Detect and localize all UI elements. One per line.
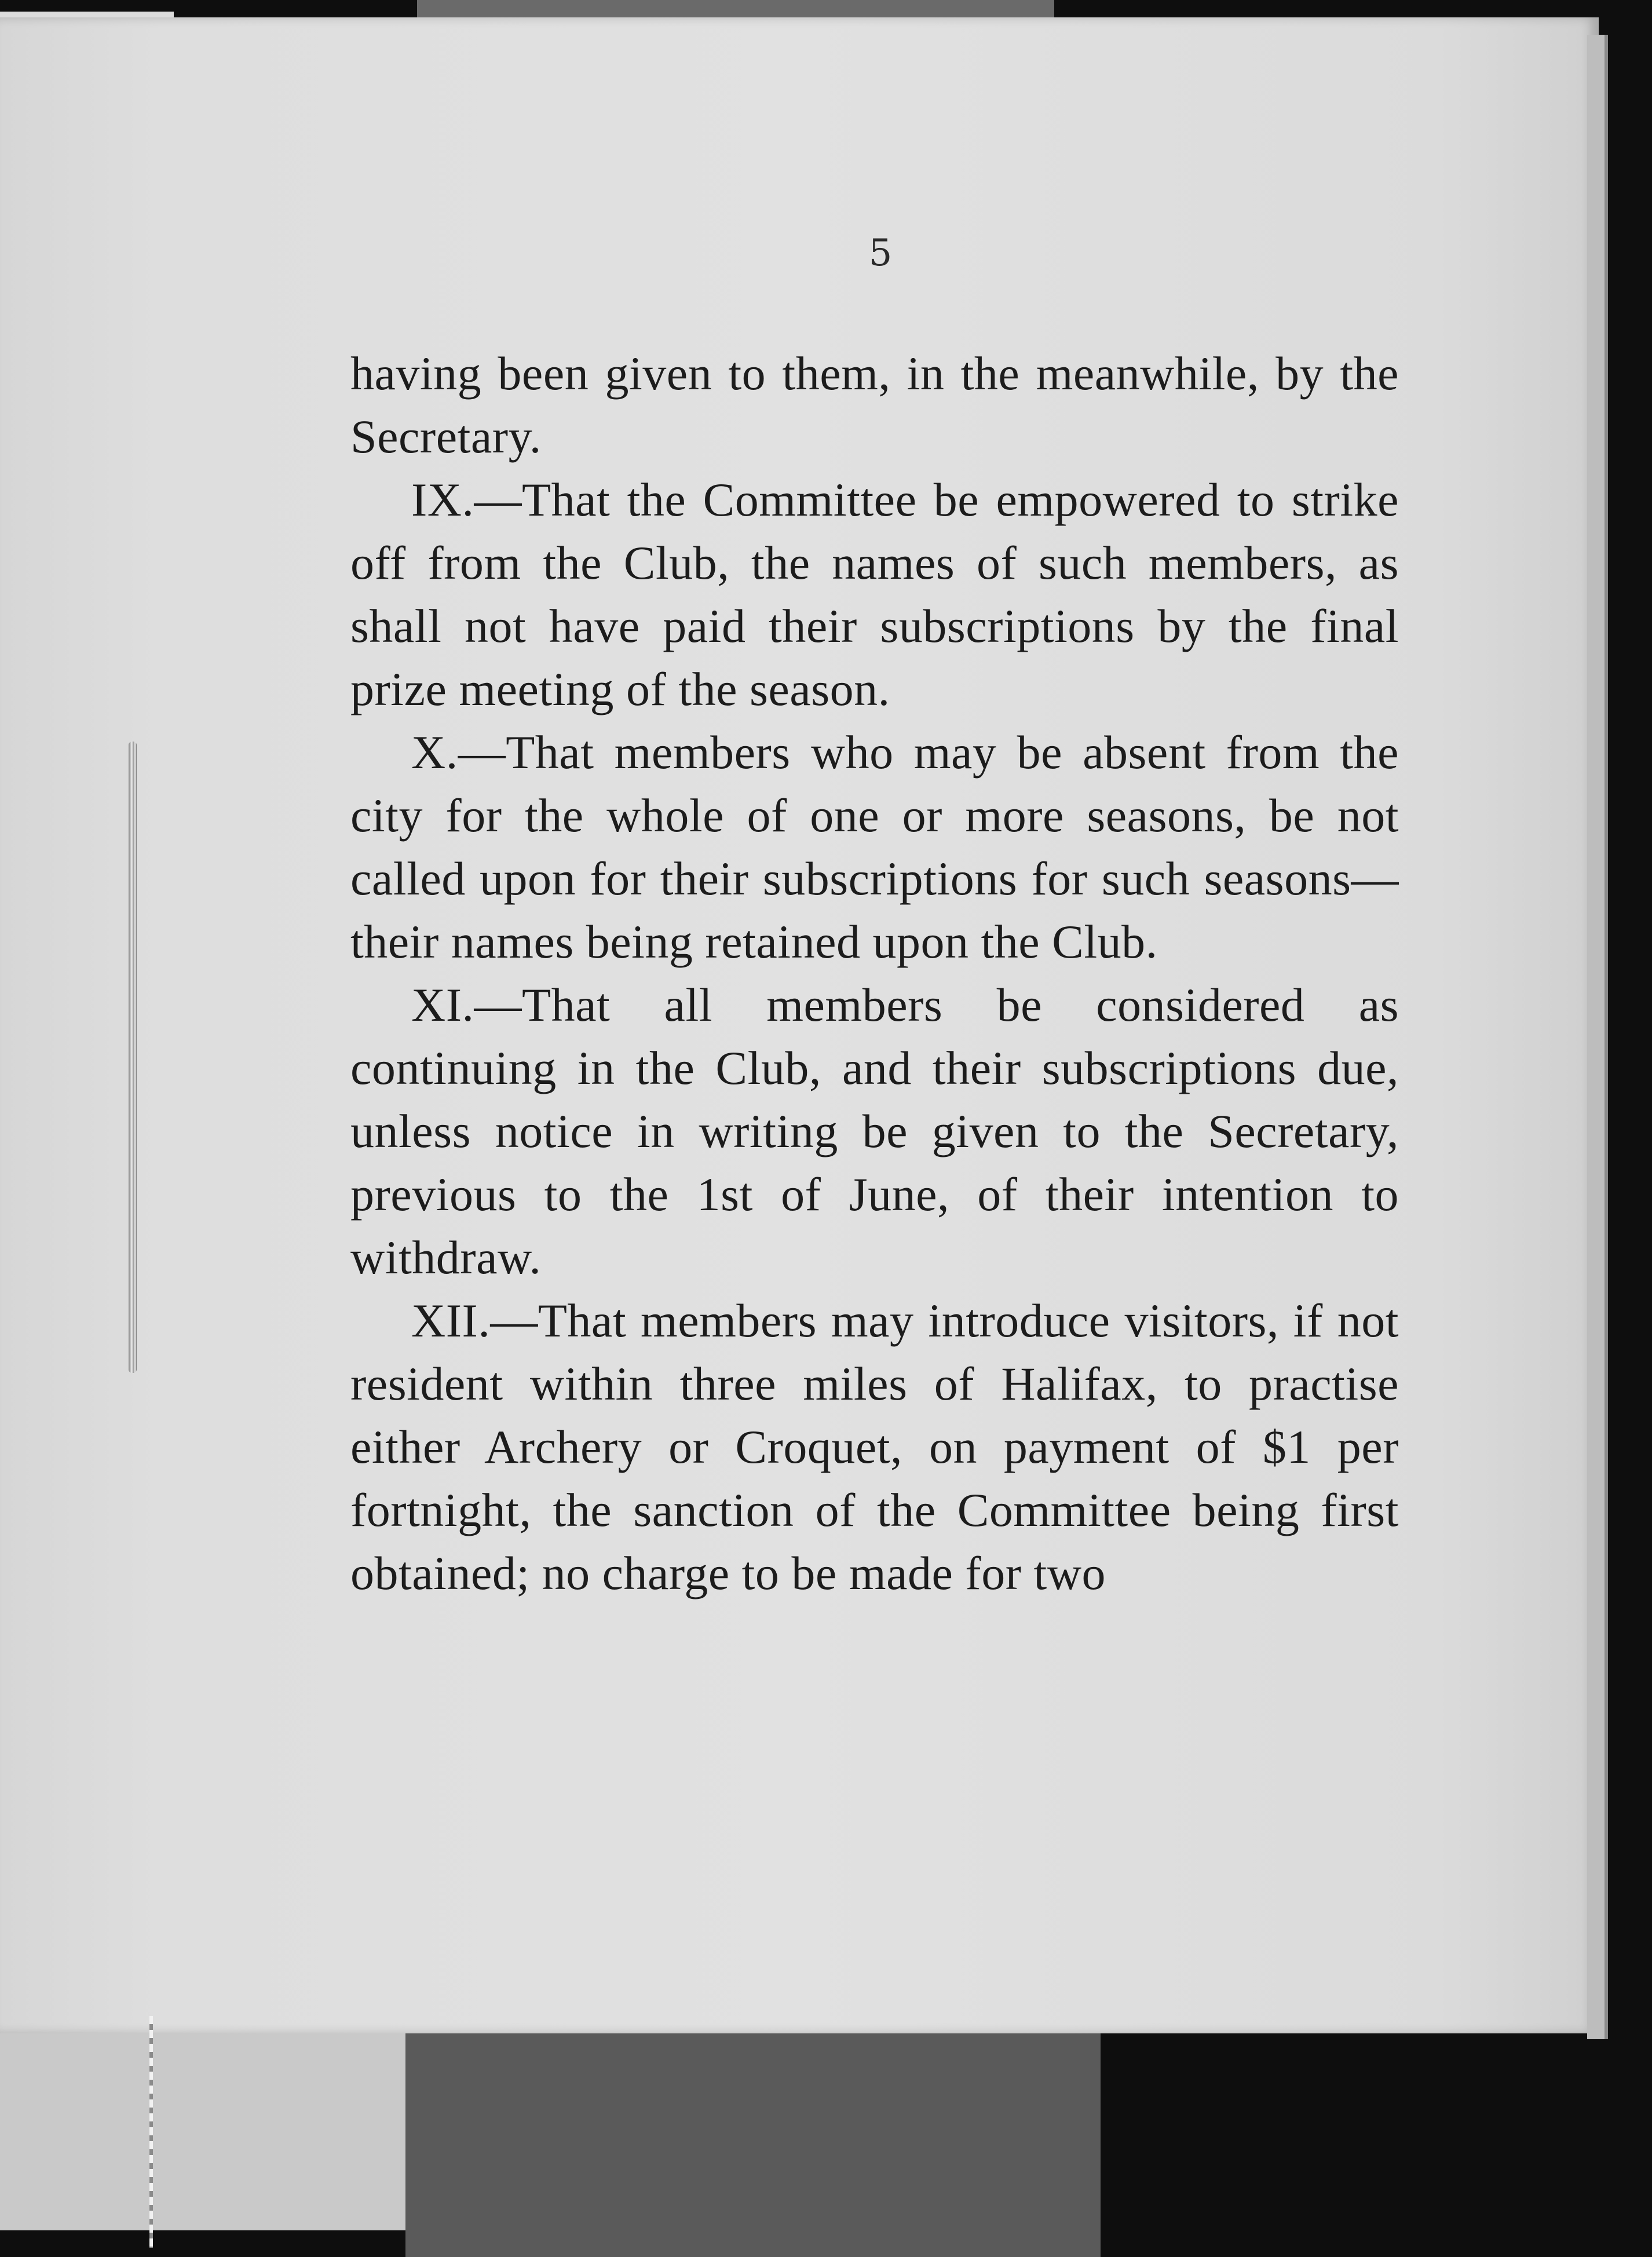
paragraph-rule-xi: XI.—That all members be considered as continuing in the Club, and their subscriptions due, unless notice in writing be given to the Secretary, previous to the 1st of June, of their intention to withdraw. — [350, 978, 1399, 1284]
paragraph-rule-xii: XII.—That members may introduce visitors, if not resident within three miles of Halifax, to practise either Archery or Croquet, on payment of $1 per fortnight, the sanction of the Committee being first obtained; no charge to be made for two — [350, 1294, 1399, 1599]
right-page-edge — [1587, 35, 1608, 2039]
paragraph-rule-ix: IX.—That the Committee be empowered to strike off from the Club, the names of such members, as shall not have paid their subscriptions by the final prize meeting of the season. — [350, 473, 1399, 715]
binding-cloth — [405, 2016, 1101, 2257]
binding-thread — [129, 742, 137, 1373]
binding-stitch — [149, 2016, 153, 2248]
body-text — [350, 342, 1399, 1605]
paragraph-continuation: having been given to them, in the meanwhile, by the Secretary. — [350, 347, 1399, 463]
paragraph-rule-x: X.—That members who may be absent from the city for the whole of one or more seasons, be not called upon for their subscriptions for such seasons—their names being retained upon the Club. — [350, 726, 1399, 968]
binding-backing — [0, 2022, 405, 2230]
page-number: 5 — [868, 232, 893, 275]
